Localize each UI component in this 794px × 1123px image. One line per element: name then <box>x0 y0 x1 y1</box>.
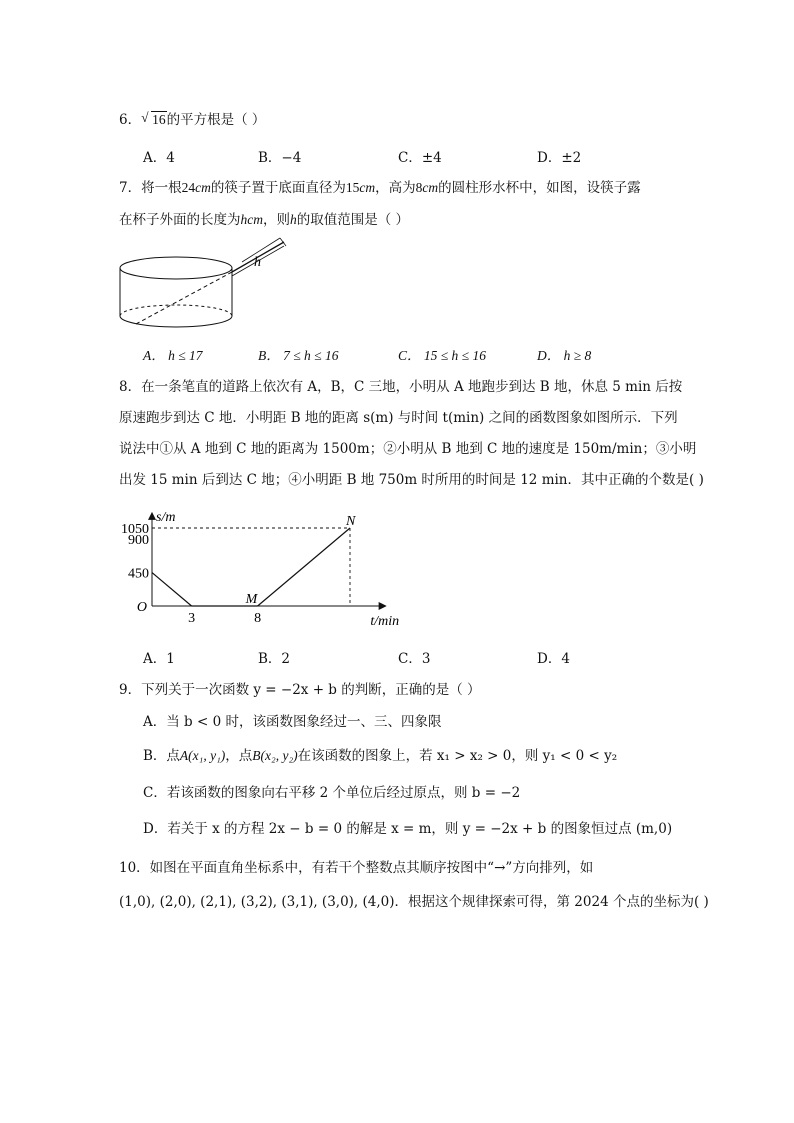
q7-text-a: 7．将一根 <box>119 180 182 196</box>
q9-option-c[interactable]: C．若该函数的图象向右平移 2 个单位后经过原点，则 b = −2 <box>143 785 521 801</box>
dimension-tick <box>280 238 286 246</box>
q7-option-a[interactable]: A． h ≤ 17 <box>143 348 203 363</box>
q7-h: h <box>290 212 297 227</box>
y-tick-label-450: 450 <box>128 566 149 582</box>
q7-hcm: hcm <box>240 212 263 227</box>
q7-option-b[interactable]: B． 7 ≤ h ≤ 16 <box>258 348 339 363</box>
q7-option-d[interactable]: D． h ≥ 8 <box>537 348 592 363</box>
q8-line-3: 说法中①从 A 地到 C 地的距离为 1500m；②小明从 B 地到 C 地的速度是 150m/min；③小明 <box>119 441 697 457</box>
q7-unit-c: cm <box>422 180 439 195</box>
q7-text-e: 在杯子外面的长度为 <box>119 212 241 228</box>
q7-text-g: 的取值范围是（ ） <box>296 212 410 228</box>
q8-line-2: 原速跑步到达 C 地．小明距 B 地的距离 s(m) 与时间 t(min) 之间的函数图象如图所示．下列 <box>119 410 678 426</box>
q7-text-f: ，则 <box>263 212 290 228</box>
q8-line-1: 8．在一条笔直的道路上依次有 A，B，C 三地，小明从 A 地跑步到达 B 地，休息 5 min 后按 <box>119 379 683 395</box>
q9-b-point-b: B(x₂, y₂) <box>252 748 298 763</box>
chopstick-inside <box>136 272 232 324</box>
point-label-n: N <box>346 514 356 529</box>
q8-option-a[interactable]: A．1 <box>143 651 175 667</box>
q7-line-2 <box>119 208 409 228</box>
x-tick-label-3: 3 <box>188 611 196 626</box>
q9-option-d[interactable]: D．若关于 x 的方程 2x − b = 0 的解是 x = m，则 y = −2x + b 的图象恒过点 (m,0) <box>143 821 673 837</box>
q6-number: 6． <box>119 112 142 128</box>
q7-text-d: 的圆柱形水杯中，如图，设筷子露 <box>438 180 641 196</box>
q9-b-text-3: 在该函数的图象上，若 x₁ > x₂ > 0，则 y₁ < 0 < y₂ <box>297 748 618 764</box>
q9-b-point-a: A(x₁, y₁) <box>179 748 226 763</box>
q6-option-c[interactable]: C．±4 <box>398 150 442 166</box>
cup-bottom-back <box>120 305 232 316</box>
sqrt-expression <box>141 112 167 128</box>
q7-len-24: 24 <box>181 180 196 195</box>
q6-option-a[interactable]: A．4 <box>143 150 175 166</box>
q7-text-c: ，高为 <box>375 180 416 196</box>
q10-line-2: (1,0), (2,0), (2,1), (3,2), (3,1), (3,0), (4,0)．根据这个规律探索可得，第 2024 个点的坐标为( ) <box>119 894 709 910</box>
series-segment-3 <box>258 528 350 606</box>
q9-stem: 9．下列关于一次函数 y = −2x + b 的判断，正确的是（ ） <box>119 682 481 698</box>
series-segment-1 <box>152 573 192 606</box>
x-axis-label: t/min <box>370 614 400 629</box>
q6-text: 的平方根是（ ） <box>166 112 266 128</box>
dimension-line <box>242 238 280 262</box>
q7-len-8: 8 <box>415 180 423 195</box>
radicand: 16 <box>152 112 166 127</box>
q8-function-graph <box>112 496 400 630</box>
y-axis-label: s/m <box>156 509 176 525</box>
q6-option-d[interactable]: D．±2 <box>537 150 582 166</box>
q6-stem <box>119 108 265 128</box>
origin-label: O <box>136 600 147 615</box>
q9-b-text-2: ，点 <box>225 748 253 764</box>
q9-option-b[interactable] <box>143 744 617 764</box>
q7-unit-a: cm <box>195 180 211 195</box>
q7-cup-figure <box>114 228 314 336</box>
q10-line-1: 10．如图在平面直角坐标系中，有若干个整数点其顺序按图中“→”方向排列，如 <box>119 860 594 876</box>
y-tick-label-1050: 1050 <box>121 522 149 537</box>
q8-option-d[interactable]: D．4 <box>537 651 570 667</box>
q7-text-b: 的筷子置于底面直径为 <box>210 180 346 196</box>
q9-option-a[interactable]: A．当 b < 0 时，该函数图象经过一、三、四象限 <box>143 714 442 730</box>
q8-line-4: 出发 15 min 后到达 C 地；④小明距 B 地 750m 时所用的时间是 12 min．其中正确的个数是( ) <box>119 472 704 488</box>
point-label-m: M <box>245 592 258 607</box>
q9-b-text-1: B．点 <box>143 748 180 764</box>
q7-option-c[interactable]: C． 15 ≤ h ≤ 16 <box>398 348 486 363</box>
x-tick-label-8: 8 <box>254 611 262 626</box>
q7-line-1 <box>119 176 641 196</box>
q8-option-b[interactable]: B．2 <box>258 651 291 667</box>
cup-bottom-front <box>120 316 232 327</box>
figure-h-label: h <box>254 255 261 270</box>
q7-len-15: 15 <box>345 180 360 195</box>
cup-top-rim <box>120 257 232 279</box>
q6-option-b[interactable]: B．−4 <box>258 150 302 166</box>
y-tick-label-900: 900 <box>128 533 149 549</box>
q8-option-c[interactable]: C．3 <box>398 651 431 667</box>
q7-unit-b: cm <box>359 180 376 195</box>
